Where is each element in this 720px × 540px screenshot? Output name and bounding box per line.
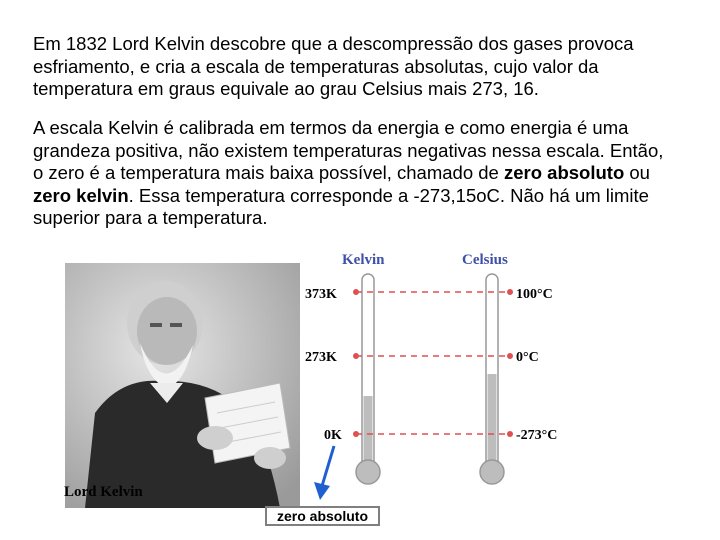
celsius-thermometer — [480, 274, 504, 484]
photo-caption: Lord Kelvin — [64, 484, 143, 500]
intro-paragraph: Em 1832 Lord Kelvin descobre que a descompressão dos gases provoca esfriamento, e cria a escala de temperaturas absolutas, cujo valor da temperatura em graus equivale ao grau Celsius mais 273, 16. — [33, 33, 634, 99]
celsius-label-0: 0°C — [516, 350, 539, 365]
zero-absoluto-bold: zero absoluto — [503, 162, 625, 183]
thermometer-diagram — [300, 246, 600, 536]
celsius-label-100: 100°C — [516, 287, 553, 302]
lord-kelvin-photo — [65, 263, 300, 508]
paragraph-text: A escala Kelvin é calibrada em termos da energia e como energia é uma grandeza positiva, não existem temperaturas negativas nessa escala. Então, o zero é a temperatura mais baixa possível, chamado de — [33, 117, 664, 183]
kelvin-label-0: 0K — [324, 428, 342, 443]
paragraph-text: ou — [624, 162, 650, 183]
zero-kelvin-bold: zero kelvin — [33, 184, 129, 206]
celsius-header: Celsius — [462, 252, 508, 268]
celsius-label-minus273: -273°C — [516, 428, 558, 443]
kelvin-label-373: 373K — [305, 287, 337, 302]
zero-arrow-icon — [314, 446, 334, 500]
kelvin-header: Kelvin — [342, 252, 385, 268]
portrait-illustration — [65, 263, 300, 508]
zero-absoluto-label: zero absoluto — [265, 506, 380, 526]
paragraph-text: . Essa temperatura corresponde a -273,15oC. Não há um limite superior para a temperatura. — [33, 184, 649, 228]
kelvin-thermometer — [356, 274, 380, 484]
kelvin-scale-paragraph — [33, 117, 673, 230]
kelvin-label-273: 273K — [305, 350, 337, 365]
